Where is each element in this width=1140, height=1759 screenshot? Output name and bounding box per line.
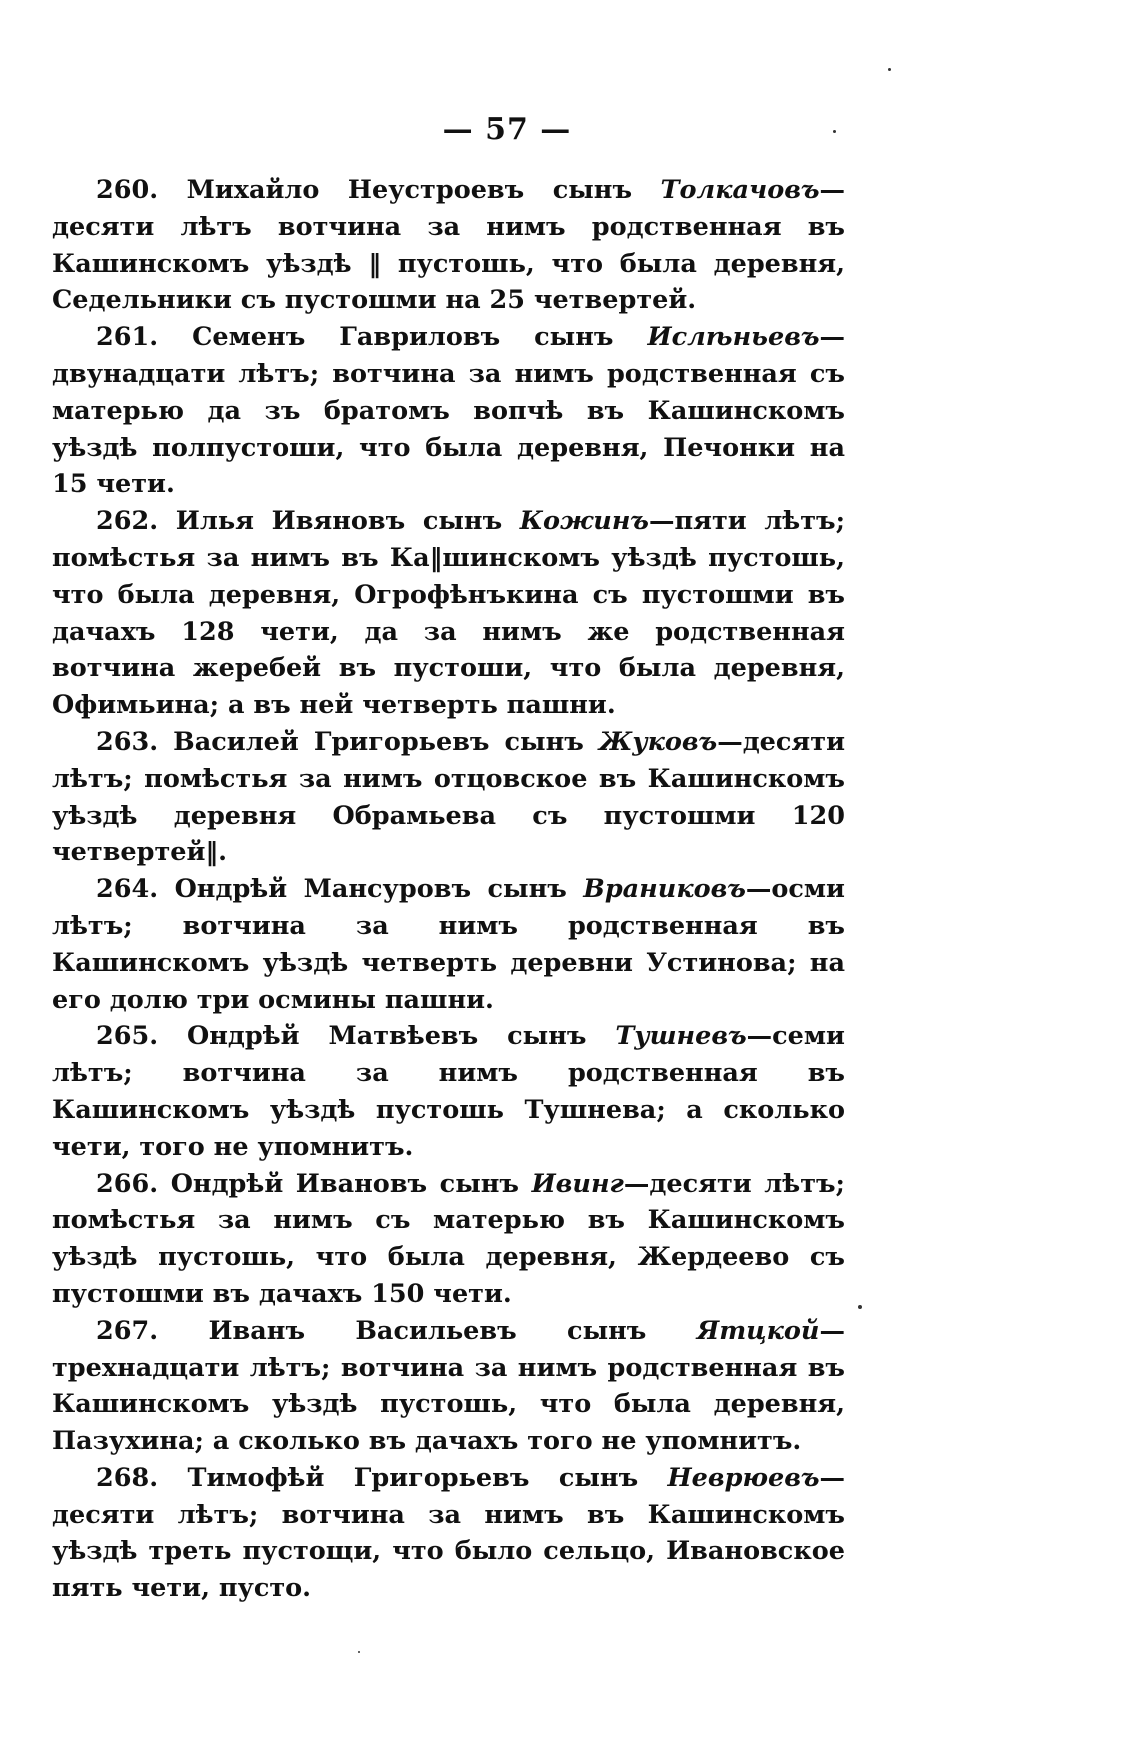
entry-name: Ондрѣй Ивановъ сынъ [170,1168,519,1199]
entry-267 [52,1313,845,1460]
entry-263 [52,724,845,871]
entry-number: 266. [96,1168,159,1199]
entry-text: —десяти лѣтъ; помѣстья за нимъ съ матерью въ Кашинскомъ уѣздѣ пустошь, что была деревня, Жердеево съ пустошми въ дачахъ 150 чети. [52,1168,845,1309]
entry-surname: Кожинъ [519,506,649,537]
entry-surname: Ислѣньевъ [647,322,820,353]
entry-name: Ондрѣй Матвѣевъ сынъ [187,1021,587,1052]
entry-266 [52,1166,845,1313]
entry-number: 268. [96,1462,159,1493]
entry-name: Тимофѣй Григорьевъ сынъ [187,1462,639,1493]
entry-name: Илья Ивяновъ сынъ [175,506,503,537]
entry-text: —семи лѣтъ; вотчина за нимъ родственная въ Кашинскомъ уѣздѣ пустошь Тушнева; а сколько чети, того не упомнитъ. [52,1021,845,1162]
entry-261 [52,319,845,503]
entry-number: 264. [96,874,159,905]
entry-260 [52,172,845,319]
text-body [52,172,845,1607]
page-number: — 57 — [442,112,572,147]
entry-text: —пяти лѣтъ; помѣстья за нимъ въ Ка‖шинскомъ уѣздѣ пустошь, что была деревня, Огрофѣнъкина съ пустошми въ дачахъ 128 чети, да за нимъ же родственная вотчина жеребей въ пустоши, что была деревня, Офимьина; а въ ней четверть пашни. [52,506,845,721]
scan-speck [888,68,891,71]
entry-surname: Враниковъ [583,874,746,905]
entry-number: 263. [96,726,159,757]
entry-surname: Тушневъ [615,1021,747,1052]
scan-speck [833,130,836,133]
entry-name: Семенъ Гавриловъ сынъ [192,322,614,353]
entry-text: —осми лѣтъ; вотчина за нимъ родственная въ Кашинскомъ уѣздѣ четверть деревни Устинова; на его долю три осмины пашни. [52,874,845,1015]
entry-text: —десяти лѣтъ вотчина за нимъ родственная въ Кашинскомъ уѣздѣ ‖ пустошь, что была деревня, Седельники съ пустошми на 25 четвертей. [52,175,845,316]
entry-surname: Толкачовъ [660,175,820,205]
entry-number: 260. [96,175,159,205]
entry-268 [52,1460,845,1607]
entry-name: Иванъ Васильевъ сынъ [208,1315,647,1346]
scan-speck [858,1305,862,1309]
entry-name: Василей Григорьевъ сынъ [173,726,584,757]
entry-text: —двунадцати лѣтъ; вотчина за нимъ родственная съ матерью да зъ братомъ вопчѣ въ Кашинскомъ уѣздѣ полпустоши, что была деревня, Печонки на 15 чети. [52,322,845,500]
entry-surname: Ивинг [531,1168,624,1199]
entry-surname: Неврюевъ [667,1462,820,1493]
entry-text: —трехнадцати лѣтъ; вотчина за нимъ родственная въ Кашинскомъ уѣздѣ пустошь, что была деревня, Пазухина; а сколько въ дачахъ того не упомнитъ. [52,1315,845,1457]
entry-name: Михайло Неустроевъ сынъ [186,175,633,205]
entry-262 [52,503,845,724]
entry-surname: Жуковъ [598,726,718,757]
entry-name: Ондрѣй Мансуровъ сынъ [174,874,567,905]
entry-surname: Ятцкой [696,1315,820,1346]
entry-text: —десяти лѣтъ; помѣстья за нимъ отцовское въ Кашинскомъ уѣздѣ деревня Обрамьева съ пустошми 120 четвертей‖. [52,726,845,868]
entry-number: 261. [96,322,159,353]
entry-264 [52,871,845,1018]
scan-speck [358,1651,360,1653]
entry-text: —десяти лѣтъ; вотчина за нимъ въ Кашинскомъ уѣздѣ треть пустощи, что было сельцо, Ивановское пять чети, пусто. [52,1462,845,1604]
entry-265 [52,1018,845,1165]
entry-number: 262. [96,506,159,537]
entry-number: 267. [96,1315,159,1346]
entry-number: 265. [96,1021,159,1052]
